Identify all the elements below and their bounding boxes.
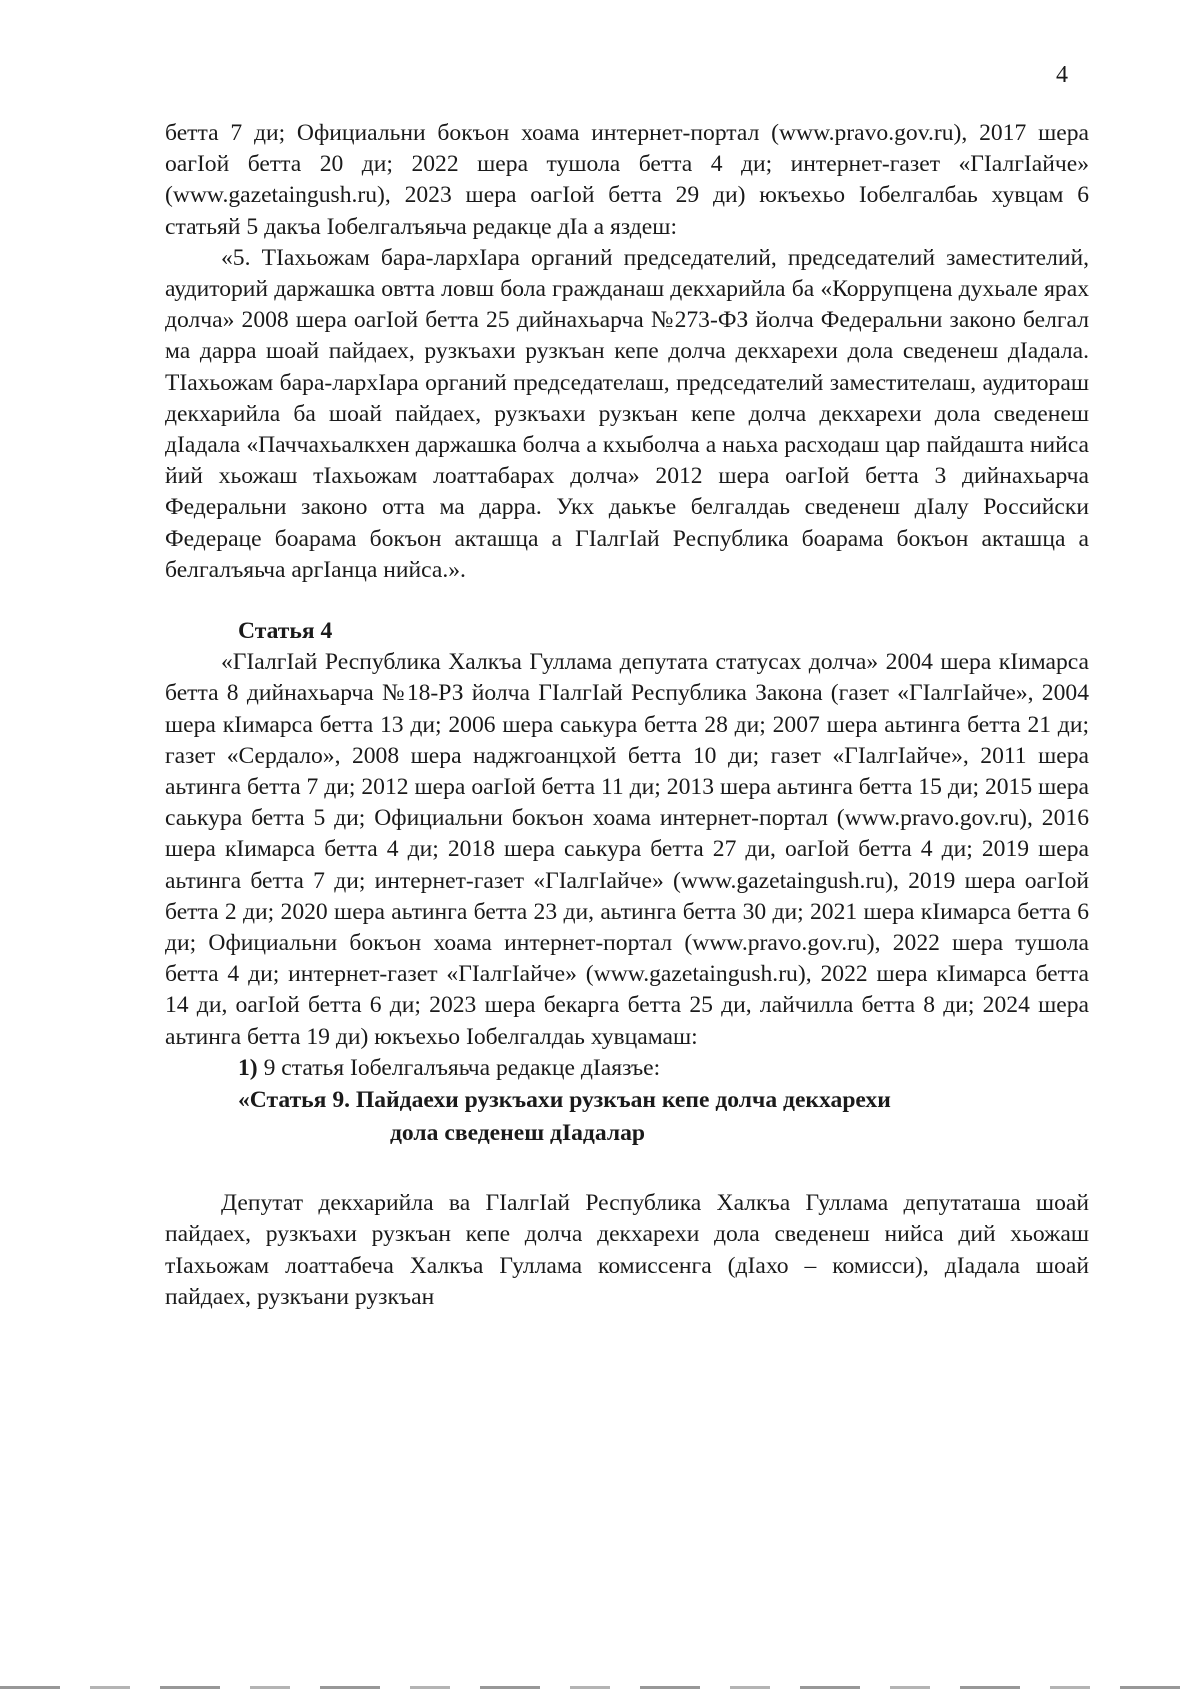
- list-item-text: 9 статья Iобелгалъяьча редакце дIаязъе:: [263, 1054, 661, 1081]
- article-4-heading: Статья 4: [238, 618, 333, 645]
- page-number: 4: [1056, 62, 1068, 88]
- paragraph-article-3-part-5: «5. ТIахьожам бара-лархIара органий председателий, председателий заместителий, аудиторий даржашка овтта ловш бола гражданаш декхарийла ба «Коррупцена духьале ярах долча» 2008 шера оагIой бетта 25 дийнахьарча №273-ФЗ йолча Федеральни законо белгал ма дарра шоай пайдаех, рузкъахи рузкъан кепе долча декхарехи дола сведенеш дIадала. ТIахьожам бара-лархIара органий председателаш, председателий заместителаш, аудитораш декхарийла ба шоай пайдаех, рузкъахи рузкъан кепе долча декхарехи дола сведенеш дIадала «Паччахьалкхен даржашка болча а кхыболча а наьха расходаш цар пайдашта нийса йий хьожаш тIахьожам лоаттабарах долча» 2012 шера оагIой бетта 3 дийнахьарча Федеральни законо отта ма дарра. Укх даькъе белгалдаь сведенеш дIалу Российски Федераце боарама бокъон акташца а ГIалгIай Республика боарама бокъон акташца а белгалъяьча аргIанца нийса.».: [165, 244, 1089, 583]
- article-9-heading-line-2: дола сведенеш дIадалар: [390, 1120, 646, 1147]
- paragraph-continuation: бетта 7 ди; Официальни бокъон хоама интернет-портал (www.pravo.gov.ru), 2017 шера оагIой бетта 20 ди; 2022 шера тушола бетта 4 ди; интернет-газет «ГIалгIайче» (www.gazetaingush.ru), 2023 шера оагIой бетта 29 ди) юкъехьо Iобелгалбаь хувцам 6 статьяй 5 дакъа Iобелгалъяьча редакце дIа а яздеш:: [165, 120, 1089, 240]
- spacer: [165, 1150, 1089, 1188]
- scan-edge-line: [0, 1686, 1200, 1689]
- article-9-heading: [238, 1084, 1089, 1150]
- document-body: [165, 118, 1089, 1313]
- list-item-number: 1): [238, 1054, 258, 1081]
- paragraph-article-4-intro: «ГIалгIай Республика Халкъа Гуллама депутата статусах долча» 2004 шера кIимарса бетта 8 дийнахьарча №18-РЗ йолча ГIалгIай Республика Закона (газет «ГIалгIайче», 2004 шера кIимарса бетта 13 ди; 2006 шера саькура бетта 28 ди; 2007 шера аьтинга бетта 21 ди; газет «Сердало», 2008 шера наджгоанцхой бетта 10 ди; газет «ГIалгIайче», 2011 шера аьтинга бетта 7 ди; 2012 шера оагIой бетта 11 ди; 2013 шера аьтинга бетта 15 ди; 2015 шера саькура бетта 5 ди; Официальни бокъон хоама интернет-портал (www.pravo.gov.ru), 2016 шера кIимарса бетта 4 ди; 2018 шера саькура бетта 27 ди, оагIой бетта 4 ди; 2019 шера аьтинга бетта 7 ди; интернет-газет «ГIалгIайче» (www.gazetaingush.ru), 2019 шера оагIой бетта 2 ди; 2020 шера аьтинга бетта 23 ди, аьтинга бетта 30 ди; 2021 шера кIимарса бетта 6 ди; Официальни бокъон хоама интернет-портал (www.pravo.gov.ru), 2022 шера тушола бетта 4 ди; интернет-газет «ГIалгIайче» (www.gazetaingush.ru), 2022 шера кIимарса бетта 14 ди, оагIой бетта 6 ди; 2023 шера бекарга бетта 25 ди, лайчилла бетта 8 ди; 2024 шера аьтинга бетта 19 ди) юкъехьо Iобелгалдаь хувцамаш:: [165, 649, 1089, 1050]
- paragraph-article-9-body: Депутат декхарийла ва ГIалгIай Республика Халкъа Гуллама депутаташа шоай пайдаех, рузкъахи рузкъан кепе долча декхарехи дола сведенеш нийса дий хьожаш тIахьожам лоаттабеча Халкъа Гуллама комиссенга (дIахо – комисси), дIадала шоай пайдаех, рузкъани рузкъан: [165, 1190, 1089, 1310]
- article-9-heading-line-1: «Статья 9. Пайдаехи рузкъахи рузкъан кепе долча декхарехи: [238, 1087, 891, 1114]
- list-item-1: [238, 1053, 1089, 1084]
